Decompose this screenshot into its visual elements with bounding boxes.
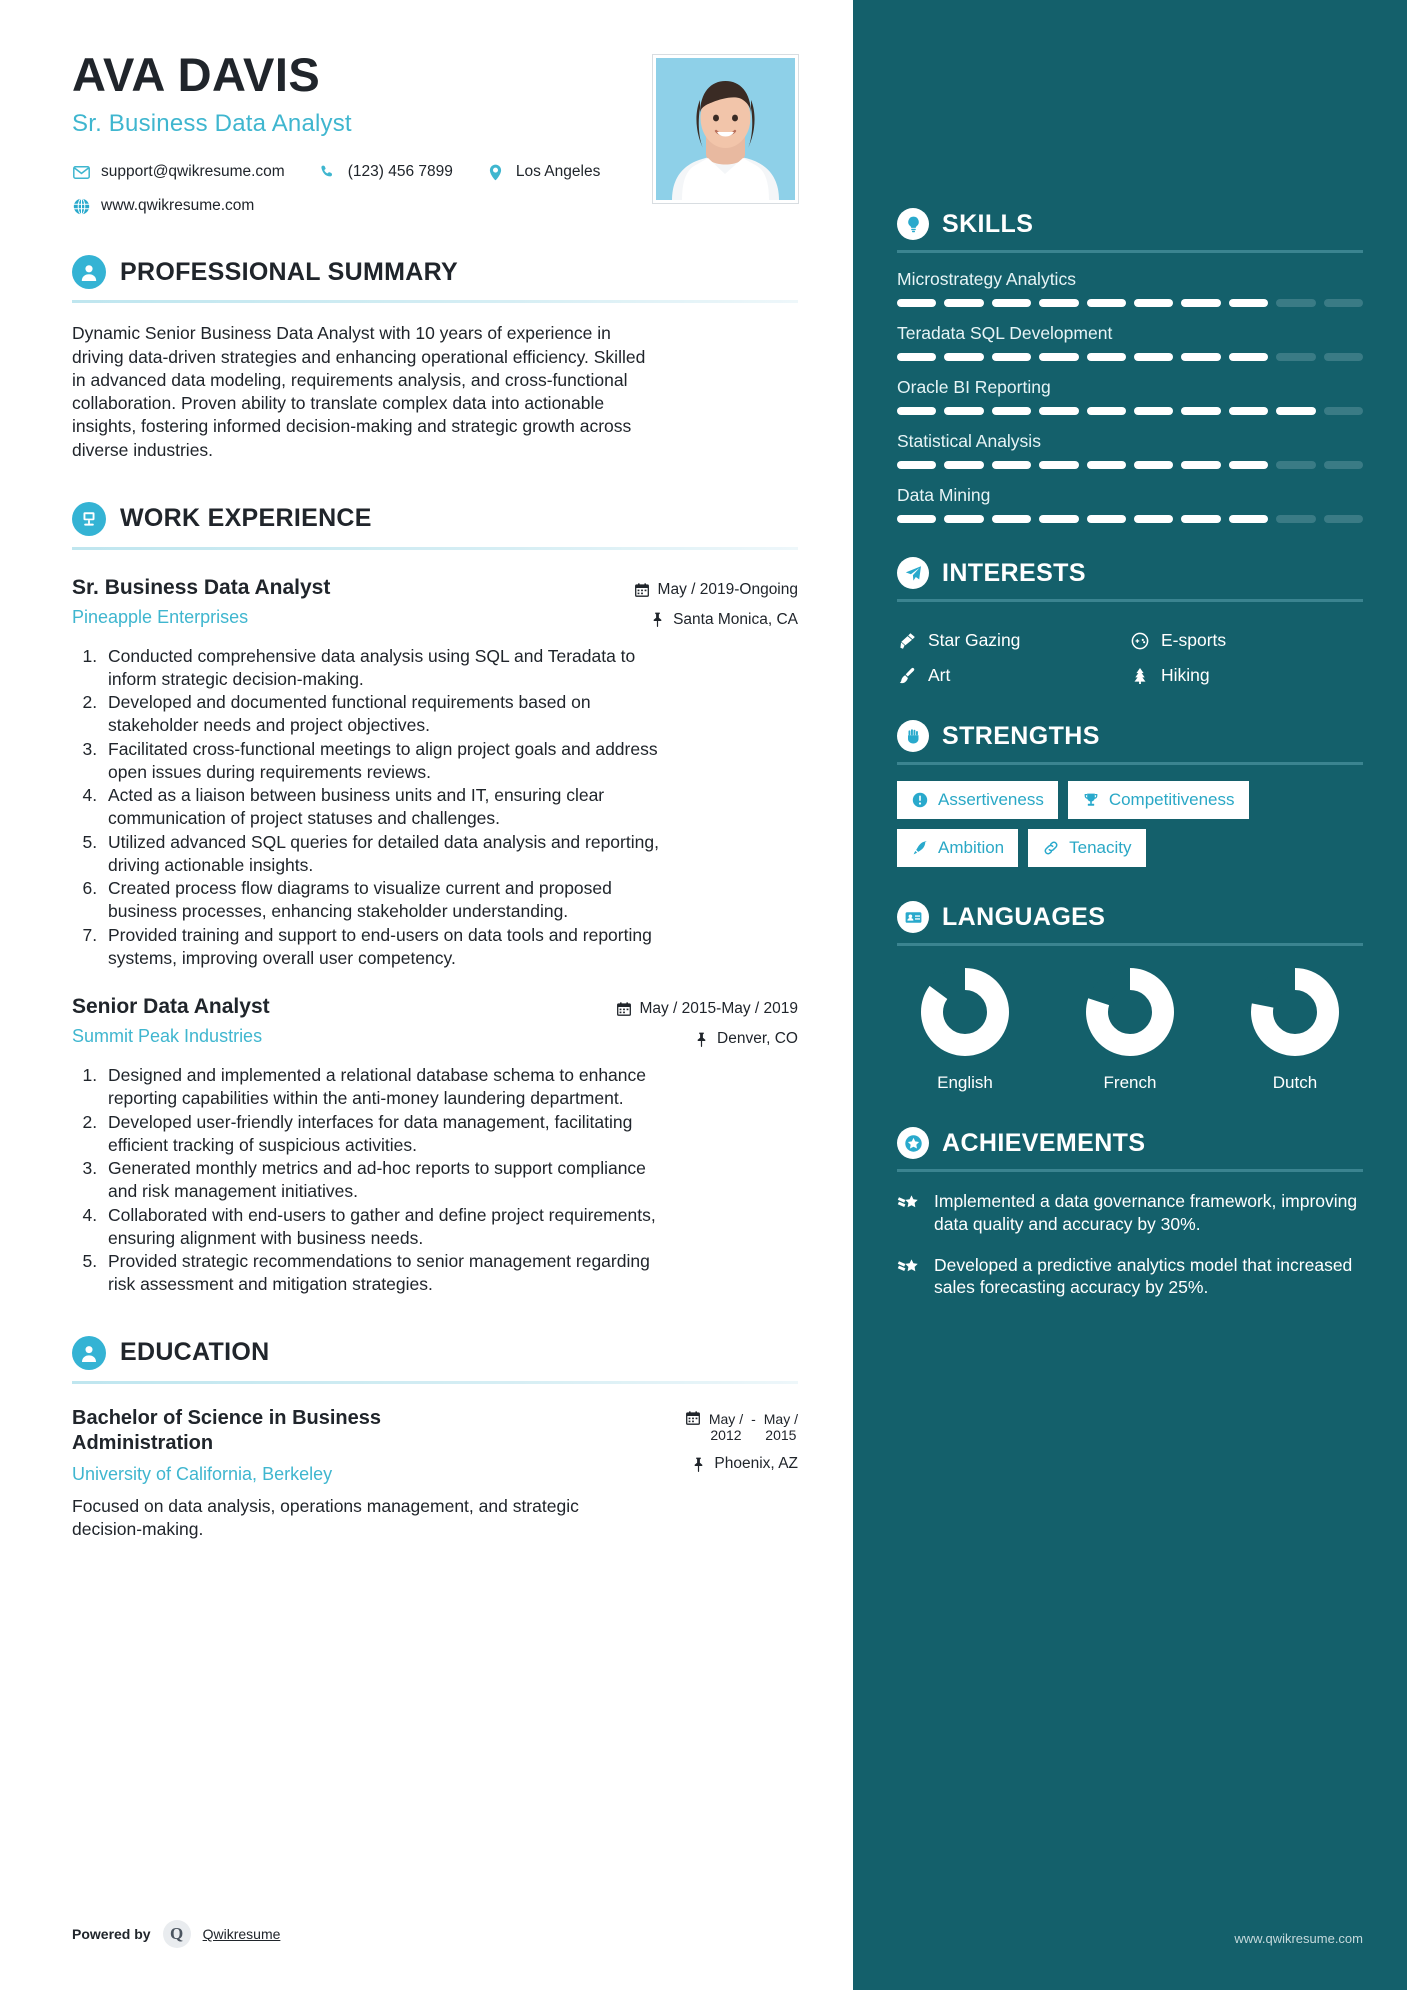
interest-label: Hiking — [1161, 665, 1210, 685]
strength-item — [1028, 829, 1145, 867]
section-header — [897, 1127, 1363, 1159]
contact-email[interactable] — [72, 163, 285, 181]
skill-name: Teradata SQL Development — [897, 323, 1113, 343]
candidate-name: AVA DAVIS — [72, 48, 321, 101]
job-company: Pineapple Enterprises — [72, 606, 249, 627]
list-item: 1. Conducted comprehensive data analysis using SQL and Teradata to inform strategic decision-making. — [102, 645, 662, 691]
interest-item — [1130, 630, 1363, 651]
section-professional-summary — [72, 255, 798, 462]
education-date-from — [709, 1411, 743, 1443]
gamepad-icon — [1130, 632, 1150, 650]
skill-item — [897, 485, 1363, 523]
contact-location-value: Los Angeles — [515, 163, 601, 181]
section-divider — [897, 943, 1363, 946]
education-date-from-year: 2012 — [710, 1427, 742, 1444]
language-label: French — [1103, 1073, 1157, 1092]
strength-label: Competitiveness — [1108, 790, 1235, 809]
summary-text: Dynamic Senior Business Data Analyst with 10 years of experience in driving data-driven strategies and enhancing operational efficiency. Skilled in advanced data modeling, requirements analysis, and cross-functional collaboration. Proven ability to translate complex data into actionable insights, fostering informed decision-making and strategic growth across diverse industries. — [72, 323, 646, 460]
interest-item — [897, 665, 1130, 686]
education-entry-header — [72, 1406, 798, 1485]
skill-item — [897, 377, 1363, 415]
education-degree: Bachelor of Science in Business Administration — [72, 1406, 381, 1454]
contact-website[interactable] — [72, 197, 254, 215]
list-item: 2. Developed and documented functional requirements based on stakeholder needs and project objectives. — [102, 691, 662, 737]
job-title: Sr. Business Data Analyst — [72, 575, 331, 599]
tree-icon — [1130, 667, 1150, 685]
sidebar-footer-url: www.qwikresume.com — [1234, 1931, 1363, 1946]
section-title: LANGUAGES — [942, 902, 1106, 931]
interest-item — [1130, 665, 1363, 686]
skill-name: Microstrategy Analytics — [897, 269, 1076, 289]
education-date-from-month: May / — [708, 1410, 744, 1427]
achievement-text: Developed a predictive analytics model that increased sales forecasting accuracy by 25%. — [934, 1254, 1353, 1298]
language-label: English — [937, 1073, 993, 1092]
trophy-icon — [1082, 792, 1100, 808]
strength-item — [897, 781, 1058, 819]
experience-entry-header — [72, 576, 798, 629]
section-divider — [72, 547, 798, 550]
experience-entry — [72, 576, 798, 970]
strengths-list — [897, 781, 1363, 867]
section-languages — [897, 901, 1363, 1093]
education-school: University of California, Berkeley — [72, 1463, 333, 1484]
section-title: WORK EXPERIENCE — [120, 504, 372, 533]
skill-level-bar — [897, 353, 1363, 361]
interests-grid — [897, 616, 1363, 686]
skill-name: Oracle BI Reporting — [897, 377, 1051, 397]
strength-label: Assertiveness — [938, 790, 1044, 809]
job-location-value: Santa Monica, CA — [673, 610, 798, 628]
experience-entry-header — [72, 995, 798, 1048]
job-bullets — [102, 1064, 798, 1296]
education-date-to — [764, 1411, 798, 1443]
skill-level-bar — [897, 407, 1363, 415]
contact-phone-value: (123) 456 7899 — [347, 163, 453, 181]
job-location — [616, 1030, 798, 1048]
briefcase-circle-icon — [72, 502, 106, 536]
telescope-icon — [897, 632, 917, 650]
interest-label: Star Gazing — [928, 630, 1021, 650]
achievement-item — [897, 1254, 1363, 1300]
exclamation-icon — [911, 792, 929, 808]
job-bullets — [102, 645, 798, 970]
section-divider — [897, 599, 1363, 602]
section-header — [897, 208, 1363, 240]
contact-phone[interactable] — [319, 163, 453, 181]
section-strengths — [897, 720, 1363, 867]
list-item: 3. Facilitated cross-functional meetings to align project goals and address open issues during requirements reviews. — [102, 738, 662, 784]
section-divider — [897, 762, 1363, 765]
achievement-text: Implemented a data governance framework, improving data quality and accuracy by 30%. — [934, 1191, 1358, 1234]
contact-email-value: support@qwikresume.com — [101, 163, 285, 181]
education-entry-meta — [686, 1406, 798, 1473]
fist-circle-icon — [897, 720, 929, 752]
section-title: INTERESTS — [942, 558, 1086, 587]
education-location-value: Phoenix, AZ — [714, 1455, 798, 1473]
medal-icon — [897, 1190, 921, 1236]
strength-item — [1068, 781, 1249, 819]
skill-item — [897, 431, 1363, 469]
skill-name: Statistical Analysis — [897, 431, 1041, 451]
experience-entry — [72, 995, 798, 1296]
achievement-item — [897, 1190, 1363, 1236]
list-item: 2. Developed user-friendly interfaces for data management, facilitating efficient tracking of suspicious activities. — [102, 1111, 662, 1157]
rocket-icon — [911, 840, 929, 856]
language-item — [905, 968, 1025, 1093]
star-circle-icon — [897, 1127, 929, 1159]
experience-entry-titles — [72, 576, 330, 628]
education-date-to-month: May / — [763, 1410, 798, 1427]
calendar-icon — [616, 1002, 631, 1016]
list-item: 7. Provided training and support to end-users on data tools and reporting systems, improving overall user competency. — [102, 924, 662, 970]
education-location — [686, 1455, 798, 1473]
list-item: 5. Provided strategic recommendations to senior management regarding risk assessment and mitigation strategies. — [102, 1250, 662, 1296]
section-work-experience — [72, 502, 798, 1296]
interest-label: Art — [928, 665, 951, 685]
skill-level-bar — [897, 299, 1363, 307]
section-education — [72, 1336, 798, 1541]
section-divider — [72, 1381, 798, 1384]
strength-label: Ambition — [938, 838, 1005, 857]
person-circle-icon — [72, 255, 106, 289]
section-divider — [72, 300, 798, 303]
id-card-circle-icon — [897, 901, 929, 933]
qwikresume-link[interactable]: Qwikresume — [202, 1926, 281, 1942]
phone-icon — [319, 163, 337, 181]
section-header — [72, 1336, 798, 1370]
education-date-to-year: 2015 — [765, 1427, 797, 1444]
section-title: STRENGTHS — [942, 721, 1100, 750]
resume-sidebar — [853, 0, 1407, 1990]
section-header — [72, 255, 798, 289]
job-location-value: Denver, CO — [717, 1030, 798, 1048]
section-title: SKILLS — [942, 209, 1034, 238]
avatar — [653, 55, 798, 203]
section-title: ACHIEVEMENTS — [942, 1128, 1146, 1157]
skill-item — [897, 269, 1363, 307]
paper-plane-circle-icon — [897, 557, 929, 589]
language-donut-chart — [1251, 968, 1339, 1056]
section-header — [72, 502, 798, 536]
strength-item — [897, 829, 1018, 867]
location-pin-icon — [487, 163, 505, 181]
section-interests — [897, 557, 1363, 686]
calendar-icon — [635, 583, 650, 597]
job-title: Senior Data Analyst — [72, 995, 270, 1019]
interest-item — [897, 630, 1130, 651]
job-dates — [616, 1000, 798, 1018]
globe-icon — [72, 197, 90, 215]
education-entry — [72, 1406, 798, 1541]
skill-level-bar — [897, 515, 1363, 523]
language-donut-chart — [1086, 968, 1174, 1056]
job-dates-value: May / 2015-May / 2019 — [639, 1000, 798, 1018]
languages-list — [897, 968, 1363, 1093]
list-item: 5. Utilized advanced SQL queries for detailed data analysis and reporting, driving actionable insights. — [102, 831, 662, 877]
link-icon — [1042, 840, 1060, 856]
strength-label: Tenacity — [1069, 838, 1132, 857]
list-item: 1. Designed and implemented a relational database schema to enhance reporting capabilities within the anti-money laundering department. — [102, 1064, 662, 1110]
section-title: EDUCATION — [120, 1338, 270, 1367]
medal-icon — [897, 1254, 921, 1300]
education-description: Focused on data analysis, operations management, and strategic decision-making. — [72, 1495, 579, 1539]
list-item: 4. Collaborated with end-users to gather and define project requirements, ensuring alignment with business needs. — [102, 1204, 662, 1250]
skill-level-bar — [897, 461, 1363, 469]
powered-by-label: Powered by — [72, 1926, 151, 1942]
skill-item — [897, 323, 1363, 361]
education-dates — [686, 1411, 798, 1443]
experience-entry-meta — [616, 995, 798, 1048]
qwikresume-logo-icon: Q — [163, 1920, 191, 1948]
section-header — [897, 901, 1363, 933]
job-dates-value: May / 2019-Ongoing — [657, 580, 798, 598]
experience-entry-meta — [635, 576, 798, 629]
section-skills — [897, 208, 1363, 523]
education-date-separator: - — [751, 1410, 756, 1427]
lightbulb-circle-icon — [897, 208, 929, 240]
pushpin-icon — [650, 612, 665, 627]
page-footer — [72, 1920, 798, 1948]
paintbrush-icon — [897, 667, 917, 685]
section-title: PROFESSIONAL SUMMARY — [120, 257, 458, 286]
list-item: 6. Created process flow diagrams to visualize current and proposed business processes, enhancing stakeholder understanding. — [102, 877, 662, 923]
job-dates — [635, 581, 798, 599]
education-entry-titles — [72, 1406, 472, 1485]
language-label: Dutch — [1272, 1073, 1318, 1092]
candidate-role: Sr. Business Data Analyst — [72, 110, 352, 138]
list-item: 4. Acted as a liaison between business units and IT, ensuring clear communication of project statuses and challenges. — [102, 784, 662, 830]
language-item — [1235, 968, 1355, 1093]
section-divider — [897, 250, 1363, 253]
language-donut-chart — [921, 968, 1009, 1056]
contact-location — [487, 163, 600, 181]
envelope-icon — [72, 163, 90, 181]
graduate-circle-icon — [72, 1336, 106, 1370]
pushpin-icon — [691, 1457, 706, 1472]
section-header — [897, 557, 1363, 589]
skill-name: Data Mining — [897, 485, 991, 505]
section-divider — [897, 1169, 1363, 1172]
section-achievements — [897, 1127, 1363, 1299]
job-location — [635, 611, 798, 629]
section-header — [897, 720, 1363, 752]
list-item: 3. Generated monthly metrics and ad-hoc reports to support compliance and risk management initiatives. — [102, 1157, 662, 1203]
job-company: Summit Peak Industries — [72, 1026, 263, 1047]
interest-label: E-sports — [1161, 630, 1227, 650]
experience-entry-titles — [72, 995, 270, 1047]
contact-website-value: www.qwikresume.com — [101, 197, 255, 215]
language-item — [1070, 968, 1190, 1093]
pushpin-icon — [694, 1032, 709, 1047]
calendar-icon — [686, 1411, 701, 1425]
